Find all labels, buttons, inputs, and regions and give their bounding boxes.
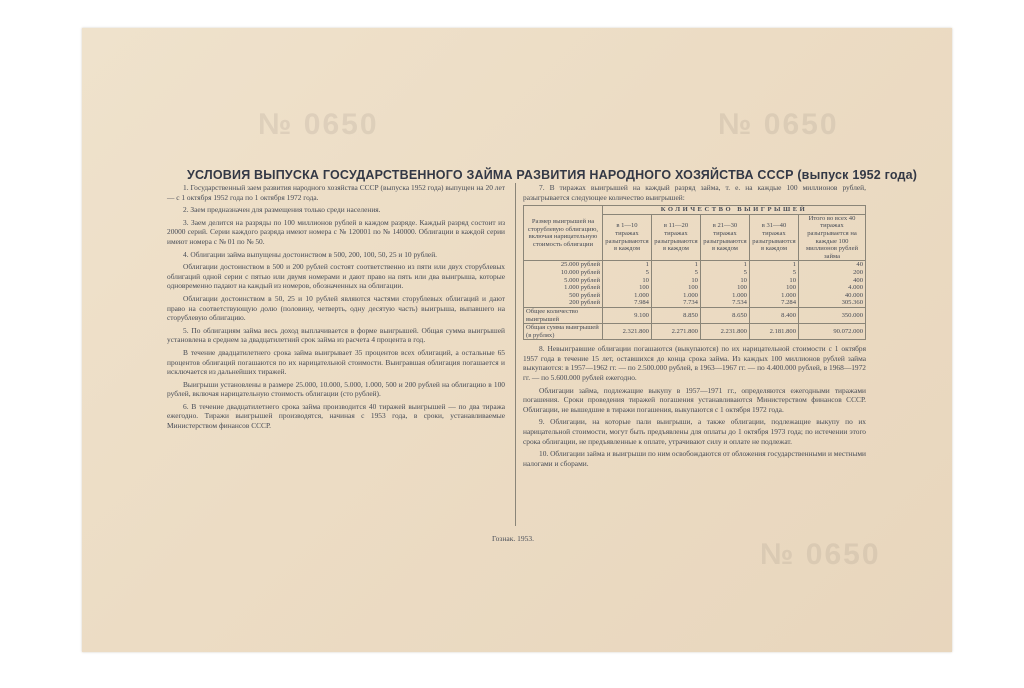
draws-21-30-header: в 21—30 тиражах разыгрываются в каждом — [700, 214, 749, 261]
cell: 7.284 — [749, 299, 798, 307]
cell: 5 — [749, 269, 798, 277]
clause-4: 4. Облигации займа выпущены достоинством в 500, 200, 100, 50, 25 и 10 рублей. — [183, 249, 438, 259]
draws-1-10-header: в 1—10 тиражах разыгрываются в каждом — [603, 214, 652, 261]
row-label: 1.000 рублей — [524, 284, 603, 292]
row-label: 25.000 рублей — [524, 261, 603, 269]
cell: 90.072.000 — [799, 324, 866, 340]
document-title: УСЛОВИЯ ВЫПУСКА ГОСУДАРСТВЕННОГО ЗАЙМА РАЗВИТИЯ НАРОДНОГО ХОЗЯЙСТВА СССР (выпуск 1952 года) — [187, 168, 918, 182]
cell: 1 — [700, 261, 749, 269]
table-row — [524, 277, 866, 285]
cell: 10 — [700, 277, 749, 285]
row-label: Общая сумма выигрышей (в рублях) — [524, 324, 603, 340]
clause-9: 9. Облигации, на которые пали выигрыши, а также облигации, подлежащие выкупу по их нарицательной стоимости, могут быть предъявлены для оплаты до 1 октября 1973 года; по истечении этого срока облигации, не предъявленные к оплате, утрачивают силу и оплате не подлежат. — [523, 417, 866, 446]
clause-5: 5. По облигациям займа весь доход выплачивается в форме выигрышей. Общая сумма выигрышей установлена в среднем за двадцатилетний срок займа из расчета 4 процента в год. — [167, 325, 505, 345]
prize-table — [523, 205, 866, 340]
cell: 8.400 — [749, 307, 798, 323]
cell: 8.650 — [700, 307, 749, 323]
cell: 200 — [799, 269, 866, 277]
cell: 100 — [700, 284, 749, 292]
cell: 10 — [603, 277, 652, 285]
clause-8: 8. Невыигравшие облигации погашаются (выкупаются) по их нарицательной стоимости с 1 октября 1957 года в течение 15 лет, оставшихся до конца срока займа. Из каждых 100 миллионов рублей займа выкупаются: в 1957—1962 гг. — по 2.500.000 рублей, в 1963—1967 гг. — по 4.400.000 рублей, в 1968—1972 гг. — по 5.600.000 рублей ежегодно. — [523, 344, 866, 383]
table-row — [524, 269, 866, 277]
cell: 8.850 — [651, 307, 700, 323]
row-label: Общее количество выигрышей — [524, 307, 603, 323]
right-column — [523, 183, 866, 471]
prize-size-header: Размер выигрышей на сторублевую облигацию, включая нарицательную стоимость облигации — [524, 206, 603, 261]
row-label: 5.000 рублей — [524, 277, 603, 285]
total-header: Итого во всех 40 тиражах разыгрывается на каждые 100 миллионов рублей займа — [799, 214, 866, 261]
row-label: 200 рублей — [524, 299, 603, 307]
cell: 1 — [603, 261, 652, 269]
clause-3: 3. Заем делится на разряды по 100 миллионов рублей в каждом разряде. Каждый разряд состоит из 20000 серий. Серии каждого разряда имеют номера с № 120001 по № 140000. Облигации в каждой серии имеют номера с № 01 по № 50. — [167, 217, 505, 246]
cell: 7.534 — [700, 299, 749, 307]
cell: 2.231.800 — [700, 324, 749, 340]
cell: 1.000 — [749, 292, 798, 300]
bleed-through-number-top: № 0650 — [258, 108, 379, 141]
cell: 2.181.800 — [749, 324, 798, 340]
row-label: 500 рублей — [524, 292, 603, 300]
cell: 100 — [749, 284, 798, 292]
cell: 1.000 — [603, 292, 652, 300]
cell: 10 — [651, 277, 700, 285]
cell: 9.100 — [603, 307, 652, 323]
clause-1: 1. Государственный заем развития народного хозяйства СССР (выпуска 1952 года) выпущен на 20 лет — с 1 октября 1952 года по 1 октября 1972 года. — [167, 183, 505, 202]
cell: 400 — [799, 277, 866, 285]
cell: 5 — [651, 269, 700, 277]
cell: 40.000 — [799, 292, 866, 300]
column-divider — [515, 183, 516, 526]
clause-4-par-2: Облигации достоинством в 500 и 200 рублей состоят соответственно из пяти или двух сторублевых облигаций одной серии с пятью или двумя номерами и дают право на пять или два выигрыша, которые одновременно падают на каждый из номеров, обозначенных на облигации. — [167, 262, 505, 291]
table-row — [524, 299, 866, 307]
cell: 1.000 — [700, 292, 749, 300]
cell: 5 — [603, 269, 652, 277]
cell: 7.734 — [651, 299, 700, 307]
total-sum-row — [524, 324, 866, 340]
cell: 350.000 — [799, 307, 866, 323]
row-label: 10.000 рублей — [524, 269, 603, 277]
clause-10: 10. Облигации займа и выигрыши по ним освобождаются от обложения государственными и местными налогами и сборами. — [523, 449, 866, 468]
clause-4-par-3: Облигации достоинством в 50, 25 и 10 рублей являются частями сторублевых облигаций и дают право на соответствующую долю (половину, четверть, одну десятую часть) выигрыша, выпавшего на сторублевую облигацию. — [167, 293, 505, 323]
left-column — [167, 183, 505, 434]
cell: 5 — [700, 269, 749, 277]
cell: 1.000 — [651, 292, 700, 300]
table-row — [524, 284, 866, 292]
cell: 40 — [799, 261, 866, 269]
table-row — [524, 261, 866, 269]
cell: 1 — [749, 261, 798, 269]
cell: 100 — [603, 284, 652, 292]
cell: 1 — [651, 261, 700, 269]
cell: 10 — [749, 277, 798, 285]
bleed-through-number-top-right: № 0650 — [718, 108, 839, 141]
bleed-through-number-bottom: № 0650 — [760, 538, 881, 571]
cell: 305.360 — [799, 299, 866, 307]
draws-31-40-header: в 31—40 тиражах разыгрываются в каждом — [749, 214, 798, 261]
cell: 7.984 — [603, 299, 652, 307]
clause-7: 7. В тиражах выигрышей на каждый разряд займа, т. е. на каждые 100 миллионов рублей, разыгрывается следующее количество выигрышей: — [523, 183, 866, 202]
cell: 2.271.800 — [651, 324, 700, 340]
table-row — [524, 292, 866, 300]
clause-8-par-2: Облигации займа, подлежащие выкупу в 1957—1971 гг., определяются ежегодными тиражами погашения. Сроки проведения тиражей погашения устанавливаются Министерством финансов СССР. Облигации, не вышедшие в тиражи погашения, выкупаются с 1 октября 1972 года. — [523, 385, 866, 414]
clause-6: 6. В течение двадцатилетнего срока займа производится 40 тиражей выигрышей — по два тиража ежегодно. Тиражи выигрышей производятся, начиная с 1953 года, в сроки, устанавливаемые Министерством финансов СССР. — [167, 401, 505, 431]
cell: 100 — [651, 284, 700, 292]
cell: 2.321.800 — [603, 324, 652, 340]
clause-5-par-2: В течение двадцатилетнего срока займа выигрывает 35 процентов всех облигаций, а остальные 65 процентов облигаций погашаются по их нарицательной стоимости. Выигравшая облигация погашается и исключается из дальнейших тиражей. — [167, 347, 505, 377]
cell: 4.000 — [799, 284, 866, 292]
clause-2: 2. Заем предназначен для размещения только среди населения. — [183, 205, 381, 215]
total-count-row — [524, 307, 866, 323]
clause-5-par-3: Выигрыши установлены в размере 25.000, 10.000, 5.000, 1.000, 500 и 200 рублей на облигацию в 100 рублей, включая нарицательную стоимость облигации (сто рублей). — [167, 379, 505, 399]
prize-count-group-header: КОЛИЧЕСТВО ВЫИГРЫШЕЙ — [603, 206, 866, 215]
printer-imprint: Гознак. 1953. — [492, 534, 535, 543]
draws-11-20-header: в 11—20 тиражах разыгрываются в каждом — [651, 214, 700, 261]
